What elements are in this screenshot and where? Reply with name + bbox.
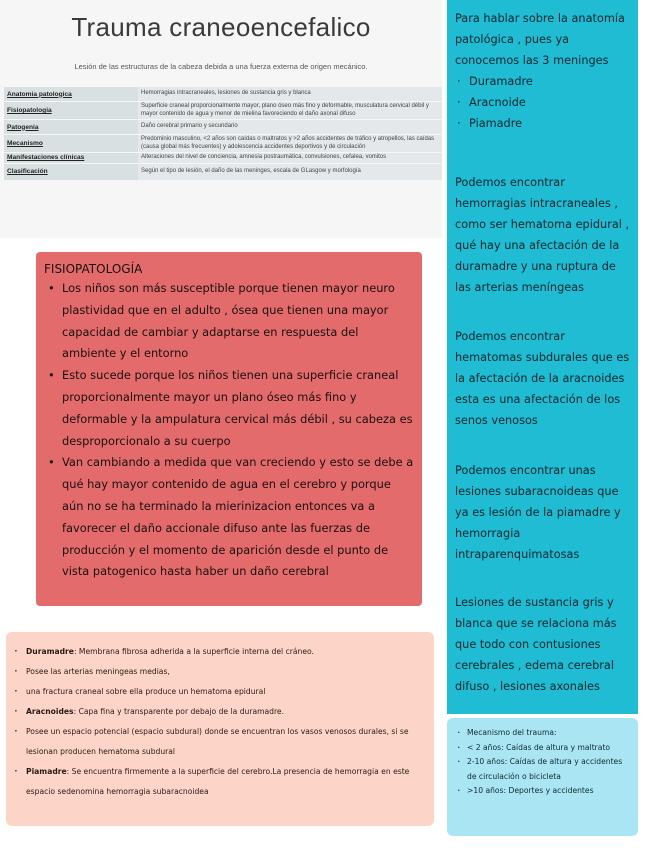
term-text: Posee un espacio potencial (espacio subdural) donde se encuentran los vasos venosos durales, si se lesionan producen hematoma subdural xyxy=(26,727,409,756)
anatomia-paragraph xyxy=(455,460,635,565)
list-item: • Los niños son más susceptible porque tienen mayor neuro plastividad que en el adulto , ósea que tienen una mayor capacidad de cambiar y adaptarse en respuesta del ambiente y el entorno xyxy=(62,278,414,365)
list-item: · Aracnoide xyxy=(469,92,635,113)
term-text: : Se encuentra firmemente a la superficie del cerebro.La presencia de hemorragia en este espacio sedenomina hemorragia subaracnoidea xyxy=(26,767,410,796)
list-item: · Piamadre xyxy=(469,113,635,134)
table-row xyxy=(4,135,442,152)
mecanismo-card xyxy=(447,718,638,836)
list-item: • Esto sucede porque los niños tienen una superficie craneal proporcionalmente mayor un plano óseo más fino y deformable y la ampulatura cervical más débil , su cabeza es desproporcionalo a su cuerpo xyxy=(62,365,414,452)
mecanismo-list xyxy=(455,726,632,799)
meninges-list xyxy=(12,642,426,802)
list-item xyxy=(26,702,426,722)
paragraph-text: Lesiones de sustancia gris y blanca que se relaciona más que todo con contusiones cerebrales , edema cerebral difuso , lesiones axonales xyxy=(455,596,617,693)
anatomia-intro: Para hablar sobre la anatomía patológica , pues ya conocemos las 3 meninges xyxy=(455,12,625,67)
table-row xyxy=(4,102,442,119)
page-subtitle: Lesión de las estructuras de la cabeza debida a una fuerza externa de origen mecánico. xyxy=(74,62,368,71)
row-value: Alteraciones del nivel de conciencia, amnesia postraumática, convulsiones, cefalea, vomitos xyxy=(138,153,442,163)
paragraph-text: Podemos encontrar hematomas subdurales que es la afectación de la aracnoides esta es una afectación de los senos venosos xyxy=(455,330,630,427)
table-row xyxy=(4,87,442,101)
row-value: Predominio masculino, <2 años son caídas o maltratos y >2 años accidentes de tráfico y atropellos, las caídas (causa global más frecuentes) y adolescencia accidentes deportivos y de circulación xyxy=(138,135,442,152)
anatomia-intro-block xyxy=(455,8,635,134)
summary-card xyxy=(0,0,442,238)
term-text: : Capa fina y transparente por debajo de la duramadre. xyxy=(73,707,285,716)
list-item xyxy=(26,662,426,682)
row-key: Manifestaciones clínicas xyxy=(4,153,138,163)
fisiopatologia-heading: FISIOPATOLOGÍA xyxy=(44,262,143,276)
term-duramadre: Duramadre xyxy=(26,647,74,656)
term-text: una fractura craneal sobre ella produce un hematoma epidural xyxy=(26,687,266,696)
list-item xyxy=(26,642,426,662)
row-value: Hemorragias intracraneales, lesiones de sustancia gris y blanca xyxy=(138,87,442,101)
fisiopatologia-list xyxy=(44,278,414,583)
table-row xyxy=(4,153,442,163)
row-value: Según el tipo de lesión, el daño de las meninges, escala de GLasgow y morfología xyxy=(138,164,442,180)
row-key: Anatomia patologica xyxy=(4,87,138,101)
row-key: Mecanismo xyxy=(4,135,138,152)
row-key: Patogenia xyxy=(4,120,138,134)
meninges-names-list xyxy=(455,71,635,134)
anatomia-paragraph xyxy=(455,326,635,431)
term-piamadre: Piamadre xyxy=(26,767,67,776)
list-item: · >10 años: Deportes y accidentes xyxy=(467,784,632,799)
row-key: Fisiopatologia xyxy=(4,102,138,119)
anatomia-paragraph xyxy=(455,592,635,697)
list-item: • Van cambiando a medida que van creciendo y esto se debe a qué hay mayor contenido de agua en el cerebro y porque aún no se ha terminado la mierinizacion entonces va a favorecer el daño accionale difuso ante las fuerzas de producción y el momento de aparición desde el punto de vista patogenico hasta haber un daño cerebral xyxy=(62,452,414,583)
list-item: · Mecanismo del trauma: xyxy=(467,726,632,741)
row-key: Clasificación xyxy=(4,164,138,180)
anatomia-card xyxy=(447,0,638,714)
list-item: · 2-10 años: Caídas de altura y accidentes de circulación o bicicleta xyxy=(467,755,632,784)
list-item: · Duramadre xyxy=(469,71,635,92)
paragraph-text: Podemos encontrar hemorragias intracraneales , como ser hematoma epidural , qué hay una afectación de la duramadre y una ruptura de las arterias meníngeas xyxy=(455,176,630,294)
page-title: Trauma craneoencefalico xyxy=(71,12,371,42)
anatomia-paragraph xyxy=(455,172,635,298)
table-row xyxy=(4,164,442,180)
list-item: · < 2 años: Caídas de altura y maltrato xyxy=(467,741,632,756)
info-table xyxy=(4,86,442,181)
table-row xyxy=(4,120,442,134)
meninges-card xyxy=(6,632,434,826)
term-text: Posee las arterias meningeas medias, xyxy=(26,667,170,676)
list-item xyxy=(26,722,426,762)
row-value: Daño cerebral primario y secundario xyxy=(138,120,442,134)
list-item xyxy=(26,762,426,802)
paragraph-text: Podemos encontrar unas lesiones subaracnoideas que ya es lesión de la piamadre y hemorragia intraparenquimatosas xyxy=(455,464,621,561)
fisiopatologia-card xyxy=(36,252,422,606)
list-item xyxy=(26,682,426,702)
row-value: Superficie craneal proporcionalmente mayor, plano óseo más fino y deformable, musculatura cervical débil y mayor contenido de agua y menor de mielina favoreciendo el daño axonal difuso xyxy=(138,102,442,119)
term-text: : Membrana fibrosa adherida a la superficie interna del cráneo. xyxy=(73,647,314,656)
term-aracnoides: Aracnoides xyxy=(26,707,74,716)
